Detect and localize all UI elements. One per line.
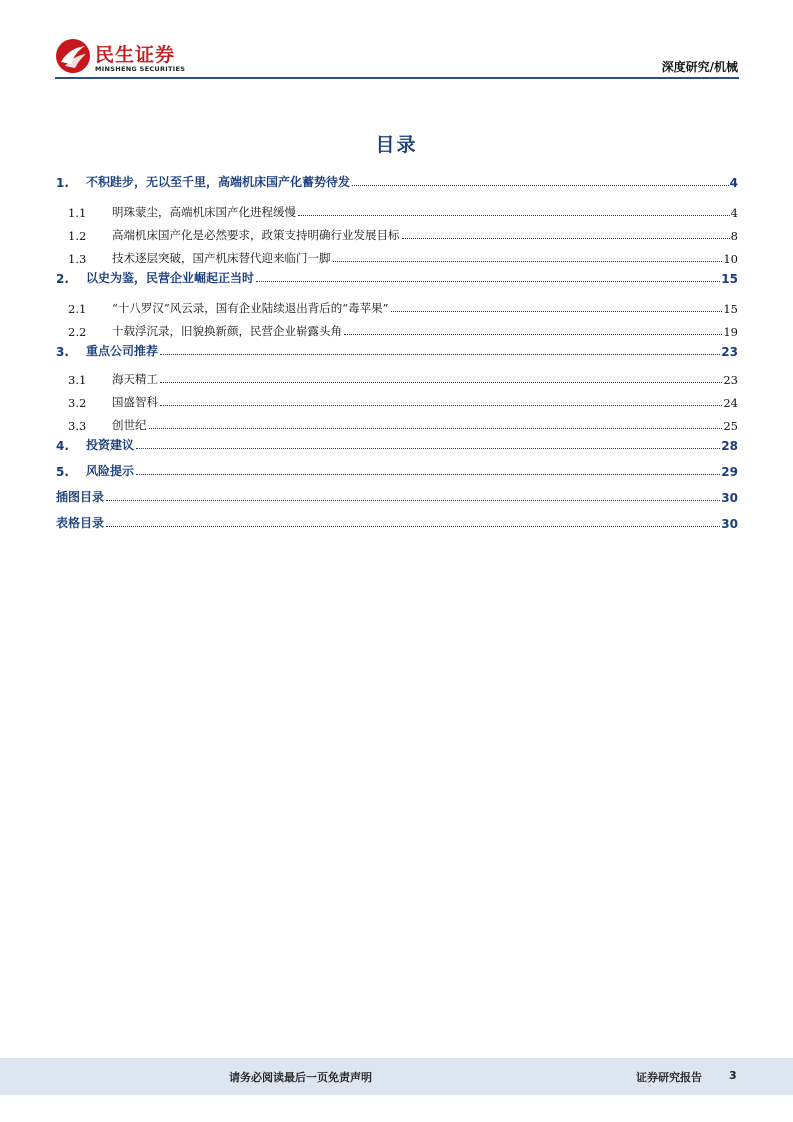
toc-entry-number: 4. bbox=[56, 439, 69, 453]
toc-entry[interactable] bbox=[56, 266, 738, 286]
toc-entry[interactable] bbox=[56, 319, 738, 339]
toc-entry-page: 29 bbox=[721, 465, 738, 479]
toc-entry[interactable] bbox=[56, 170, 738, 190]
footer-page-number: 3 bbox=[729, 1069, 737, 1082]
toc-entry-label: 十载浮沉录，旧貌换新颜，民营企业崭露头角 bbox=[112, 324, 342, 338]
toc-entry[interactable] bbox=[56, 433, 738, 453]
toc-leader-dots bbox=[333, 260, 723, 262]
toc-entry-page: 10 bbox=[723, 252, 738, 266]
toc-entry-label: 海天精工 bbox=[112, 372, 158, 386]
toc-entry-number: 1.1 bbox=[68, 206, 87, 220]
toc-entry-page: 19 bbox=[723, 325, 738, 339]
toc-entry[interactable] bbox=[56, 511, 738, 531]
toc-title: 目录 bbox=[375, 134, 418, 156]
toc-entry-number: 1.3 bbox=[68, 252, 87, 266]
footer-disclaimer: 请务必阅读最后一页免责声明 bbox=[229, 1071, 372, 1084]
toc-entry-page: 23 bbox=[723, 373, 738, 387]
toc-entry-label: 高端机床国产化是必然要求，政策支持明确行业发展目标 bbox=[112, 228, 400, 242]
toc-leader-dots bbox=[344, 333, 722, 335]
toc-entry-page: 4 bbox=[730, 206, 738, 220]
toc-entry-label: 明珠蒙尘，高端机床国产化进程缓慢 bbox=[112, 205, 296, 219]
toc-entry[interactable] bbox=[56, 246, 738, 266]
toc-entry-label: 插图目录 bbox=[56, 490, 105, 504]
toc-leader-dots bbox=[106, 499, 720, 501]
toc-leader-dots bbox=[160, 353, 720, 355]
toc-entry-label: “十八罗汉”风云录，国有企业陆续退出背后的“毒苹果” bbox=[112, 301, 389, 315]
toc-entry[interactable] bbox=[56, 390, 738, 410]
toc-entry-number: 2.1 bbox=[68, 302, 87, 316]
header-divider bbox=[55, 77, 739, 79]
toc-entry-label: 表格目录 bbox=[56, 516, 105, 530]
toc-entry-page: 15 bbox=[721, 272, 738, 286]
report-category: 深度研究/机械 bbox=[661, 60, 738, 74]
company-logo bbox=[55, 38, 205, 76]
toc-entry-page: 30 bbox=[721, 517, 738, 531]
toc-leader-dots bbox=[298, 214, 730, 216]
toc-entry[interactable] bbox=[56, 339, 738, 359]
toc-entry-number: 2.2 bbox=[68, 325, 87, 339]
toc-entry[interactable] bbox=[56, 367, 738, 387]
toc-entry-page: 23 bbox=[721, 345, 738, 359]
page-header bbox=[0, 0, 793, 80]
toc-leader-dots bbox=[149, 427, 723, 429]
toc-entry[interactable] bbox=[56, 485, 738, 505]
toc-entry-number: 5. bbox=[56, 465, 69, 479]
toc-entry[interactable] bbox=[56, 413, 738, 433]
toc-entry-label: 风险提示 bbox=[86, 464, 135, 478]
toc-leader-dots bbox=[256, 280, 720, 282]
toc-entry-number: 1.2 bbox=[68, 229, 87, 243]
toc-leader-dots bbox=[136, 447, 720, 449]
toc-entry[interactable] bbox=[56, 459, 738, 479]
toc-entry-label: 不积跬步，无以至千里，高端机床国产化蓄势待发 bbox=[86, 175, 351, 189]
toc-entry-label: 重点公司推荐 bbox=[86, 344, 159, 358]
toc-leader-dots bbox=[136, 473, 720, 475]
logo-mark-icon bbox=[55, 38, 91, 74]
toc-entry-number: 2. bbox=[56, 272, 69, 286]
toc-entry-page: 28 bbox=[721, 439, 738, 453]
page-footer bbox=[0, 1058, 793, 1095]
toc-entry-page: 24 bbox=[723, 396, 738, 410]
toc-entry-label: 创世纪 bbox=[112, 418, 147, 432]
toc-entry-label: 技术逐层突破，国产机床替代迎来临门一脚 bbox=[112, 251, 331, 265]
toc-entry-page: 30 bbox=[721, 491, 738, 505]
toc-entry-number: 3.2 bbox=[68, 396, 87, 410]
toc-entry-label: 以史为鉴，民营企业崛起正当时 bbox=[86, 271, 255, 285]
footer-report-type: 证券研究报告 bbox=[636, 1071, 702, 1084]
toc-entry[interactable] bbox=[56, 200, 738, 220]
toc-leader-dots bbox=[402, 237, 730, 239]
toc-entry-label: 投资建议 bbox=[86, 438, 135, 452]
toc-entry-page: 15 bbox=[723, 302, 738, 316]
toc-leader-dots bbox=[160, 381, 722, 383]
toc-entry-number: 1. bbox=[56, 176, 69, 190]
logo-english-name: MINSHENG SECURITIES bbox=[95, 65, 186, 73]
toc-leader-dots bbox=[352, 184, 729, 186]
toc-entry[interactable] bbox=[56, 296, 738, 316]
toc-leader-dots bbox=[160, 404, 722, 406]
toc-leader-dots bbox=[391, 310, 723, 312]
logo-chinese-name: 民生证券 bbox=[95, 44, 176, 66]
toc-entry-page: 8 bbox=[730, 229, 738, 243]
toc-entry[interactable] bbox=[56, 223, 738, 243]
toc-entry-number: 3.1 bbox=[68, 373, 87, 387]
toc-entry-page: 4 bbox=[729, 176, 738, 190]
toc-entry-number: 3.3 bbox=[68, 419, 87, 433]
toc-entry-label: 国盛智科 bbox=[112, 395, 158, 409]
toc-leader-dots bbox=[106, 525, 720, 527]
toc-entry-number: 3. bbox=[56, 345, 69, 359]
toc-entry-page: 25 bbox=[723, 419, 738, 433]
